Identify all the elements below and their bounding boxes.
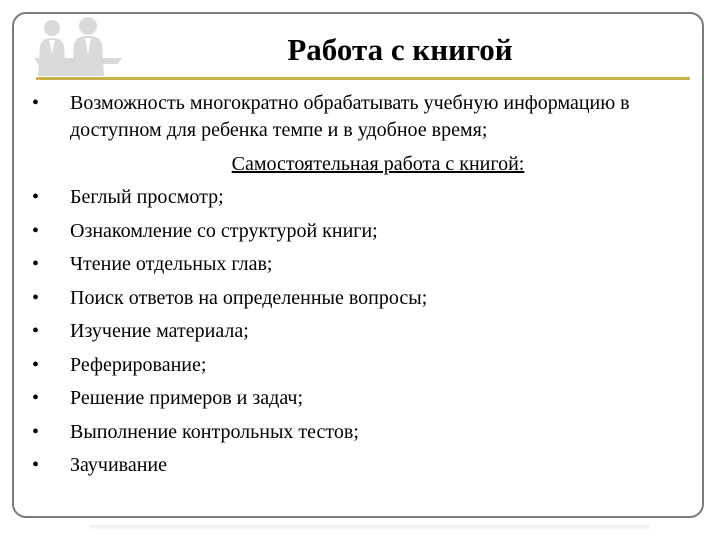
list-item [26, 352, 686, 379]
bullet: • [32, 219, 40, 242]
bottom-shadow [90, 525, 650, 531]
list-item-text: Поиск ответов на определенные вопросы; [70, 286, 428, 309]
bullet: • [32, 286, 40, 309]
list-item-text: Реферирование; [70, 353, 207, 376]
list-item-text: Ознакомление со структурой книги; [70, 219, 378, 242]
list-item [26, 452, 686, 479]
list-item-text: Решение примеров и задач; [70, 387, 304, 409]
list-item [26, 184, 686, 211]
section-subheading: Самостоятельная работа с книгой: [231, 152, 525, 175]
bullet: • [32, 353, 40, 376]
title-underline-rule [36, 77, 690, 80]
list-item [26, 218, 686, 245]
list-item-text: Чтение отдельных глав; [70, 253, 273, 275]
list-item [26, 385, 686, 412]
list-item [26, 251, 686, 278]
bullet: • [32, 186, 40, 208]
list-item [26, 318, 686, 345]
slide-title: Работа с книгой [287, 32, 513, 67]
bullet: • [32, 420, 40, 443]
bullet: • [32, 320, 40, 342]
list-item-text: Заучивание [70, 454, 167, 476]
bullet: • [32, 387, 40, 409]
slide-content [26, 90, 686, 486]
list-item [26, 285, 686, 312]
list-item [26, 419, 686, 446]
list-item-intro [26, 90, 686, 144]
bullet: • [32, 253, 40, 275]
list-item-text: Изучение материала; [70, 320, 249, 342]
people-silhouette-logo-icon [30, 14, 126, 76]
list-item-text: Выполнение контрольных тестов; [70, 420, 359, 443]
list-item-text: Беглый просмотр; [70, 186, 224, 208]
bullet: • [32, 92, 40, 114]
bullet: • [32, 454, 40, 476]
list-item-text: Возможность многократно обрабатывать учебную информацию в доступном для ребенка темпе и в удобное время; [70, 92, 630, 141]
